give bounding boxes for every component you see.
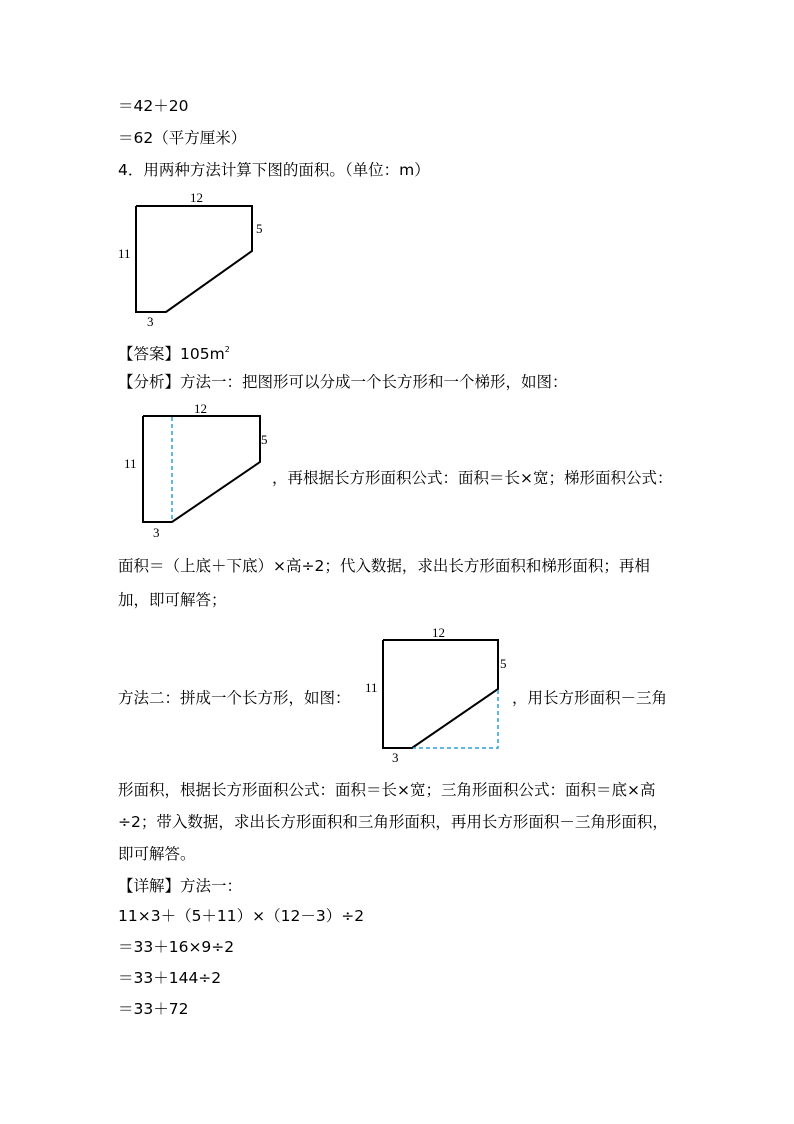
figure-method-two — [362, 624, 520, 766]
analysis-line: 加，即可解答； — [118, 591, 227, 609]
analysis-line: 【分析】方法一：把图形可以分成一个长方形和一个梯形，如图： — [118, 373, 568, 391]
calc-line: ＝42＋20 — [118, 97, 189, 115]
method-two-suffix: ，用长方形面积－三角 — [512, 689, 668, 707]
analysis-line: 面积＝（上底＋下底）×高÷2；代入数据，求出长方形面积和梯形面积；再相 — [118, 557, 650, 575]
label-left: 11 — [365, 680, 378, 695]
calc-line: ＝33＋72 — [118, 1000, 189, 1018]
label-bottom: 3 — [147, 314, 154, 329]
label-left: 11 — [118, 246, 131, 261]
calc-line: ＝33＋144÷2 — [118, 969, 222, 987]
answer-superscript: 2 — [224, 345, 230, 354]
question-title: 4．用两种方法计算下图的面积。（单位：m） — [118, 161, 430, 179]
label-bottom: 3 — [153, 525, 160, 540]
detail-heading: 【详解】方法一： — [118, 877, 243, 895]
answer-line — [118, 340, 230, 364]
method-two-prefix: 方法二：拼成一个长方形，如图： — [118, 689, 351, 707]
label-top: 12 — [194, 401, 207, 416]
analysis-line: ÷2；带入数据，求出长方形面积和三角形面积，再用长方形面积－三角形面积， — [118, 813, 668, 831]
polygon-outline — [383, 640, 498, 748]
figure-method-one — [122, 398, 272, 543]
label-bottom: 3 — [392, 750, 399, 765]
calc-line: ＝62（平方厘米） — [118, 129, 247, 147]
label-top: 12 — [190, 190, 203, 205]
answer-label: 【答案】 — [118, 345, 181, 363]
label-left: 11 — [124, 456, 137, 471]
answer-value: 105m — [180, 345, 225, 363]
calc-line: ＝33＋16×9÷2 — [118, 938, 235, 956]
label-right: 5 — [261, 432, 268, 447]
label-right: 5 — [256, 221, 263, 236]
analysis-line-continued: ，再根据长方形面积公式：面积＝长×宽；梯形面积公式： — [272, 469, 673, 487]
label-top: 12 — [432, 625, 445, 640]
analysis-line: 形面积，根据长方形面积公式：面积＝长×宽；三角形面积公式：面积＝底×高 — [118, 781, 656, 799]
analysis-line: 即可解答。 — [118, 845, 196, 863]
figure-original — [118, 188, 278, 330]
label-right: 5 — [500, 656, 507, 671]
calc-line: 11×3＋（5＋11）×（12－3）÷2 — [118, 907, 365, 925]
polygon-outline — [136, 206, 252, 312]
polygon-outline — [143, 416, 260, 522]
